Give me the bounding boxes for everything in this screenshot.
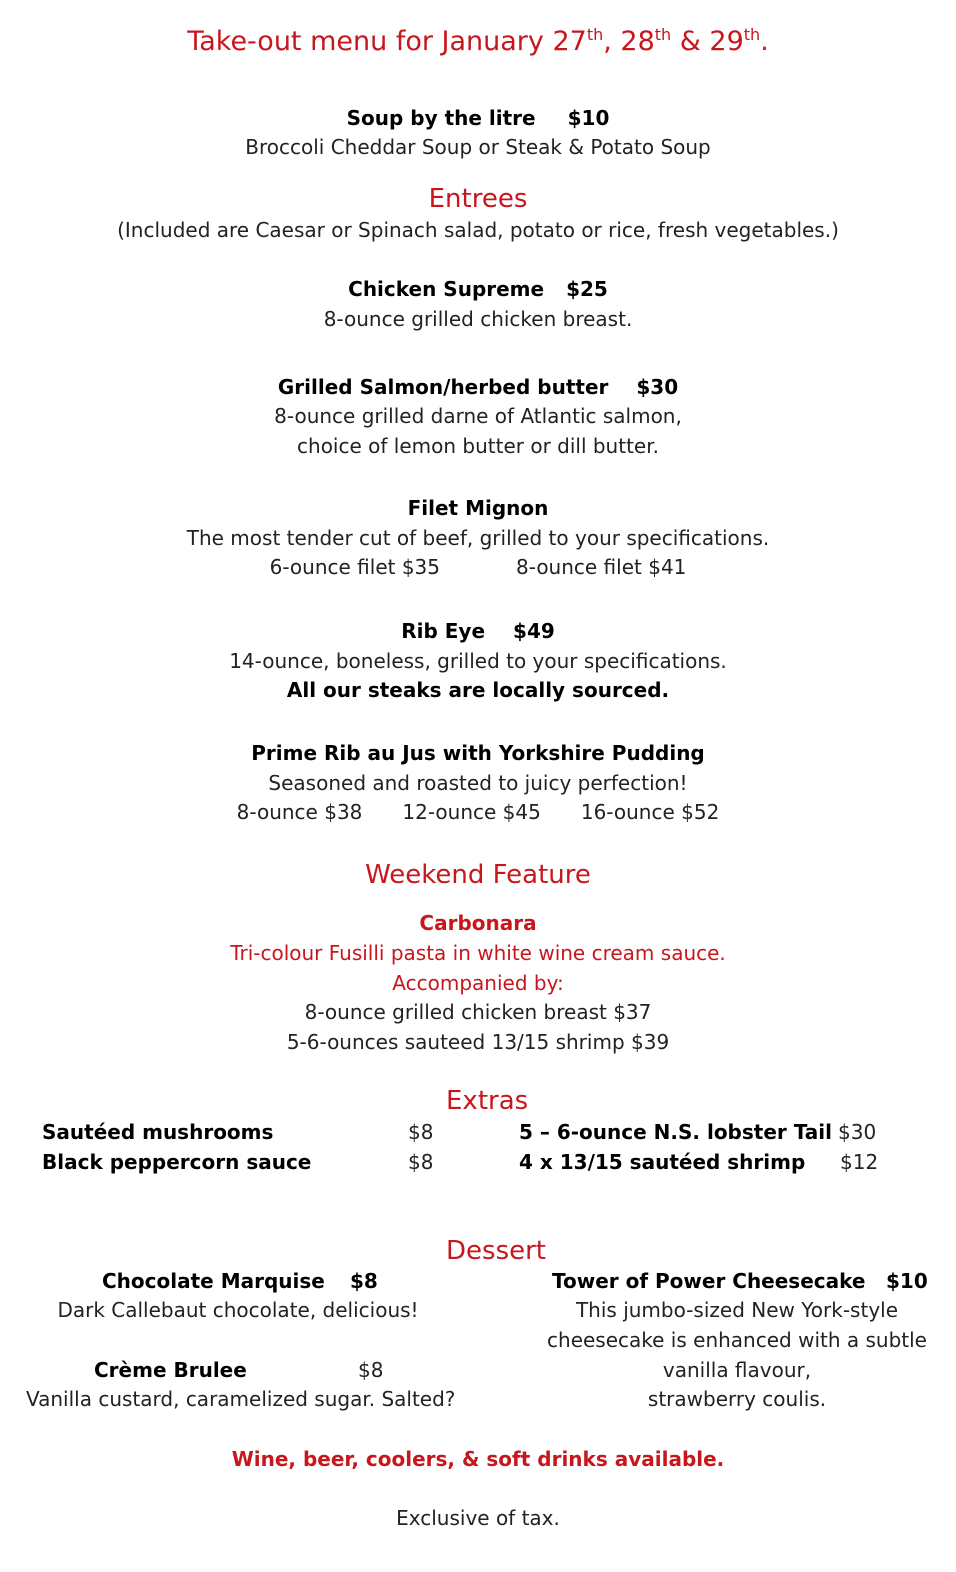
ribeye-heading: Rib Eye $49 [401,619,555,643]
marquise-description: Dark Callebaut chocolate, delicious! [57,1298,419,1322]
salmon-heading: Grilled Salmon/herbed butter $30 [277,375,679,399]
extra-item-price: $30 [838,1120,877,1144]
filet-description: The most tender cut of beef, grilled to your specifications. [186,526,770,550]
filet-options: 6-ounce filet $35 8-ounce filet $41 [269,555,687,579]
extra-item-name: 4 x 13/15 sautéed shrimp [519,1150,806,1174]
brulee-description: Vanilla custard, caramelized sugar. Salted? [26,1387,456,1411]
cheesecake-price: $10 [886,1269,928,1293]
cheesecake-description-4: strawberry coulis. [647,1387,827,1411]
extra-item-name: Black peppercorn sauce [42,1150,312,1174]
extras-heading: Extras [446,1086,529,1116]
feature-description: Tri-colour Fusilli pasta in white wine cream sauce. [230,941,726,965]
marquise-price: $8 [350,1269,378,1293]
brulee-name: Crème Brulee [94,1358,247,1382]
chicken-supreme-heading: Chicken Supreme $25 [348,277,608,301]
cheesecake-description-2: cheesecake is enhanced with a subtle [547,1328,927,1352]
dessert-heading: Dessert [446,1236,546,1266]
soup-description: Broccoli Cheddar Soup or Steak & Potato Soup [245,135,711,159]
extra-item-price: $12 [840,1150,879,1174]
feature-accompanied: Accompanied by: [392,971,564,995]
feature-option-shrimp: 5-6-ounces sauteed 13/15 shrimp $39 [286,1030,670,1054]
primerib-description: Seasoned and roasted to juicy perfection! [268,771,688,795]
tax-note: Exclusive of tax. [396,1506,560,1530]
marquise-name: Chocolate Marquise [102,1269,325,1293]
salmon-description-1: 8-ounce grilled darne of Atlantic salmon, [274,404,682,428]
soup-heading: Soup by the litre $10 [346,106,610,130]
feature-option-chicken: 8-ounce grilled chicken breast $37 [304,1000,652,1024]
chicken-supreme-description: 8-ounce grilled chicken breast. [323,307,633,331]
extra-item-price: $8 [408,1120,434,1144]
entrees-heading: Entrees [428,184,528,214]
salmon-description-2: choice of lemon butter or dill butter. [297,434,659,458]
steaks-note: All our steaks are locally sourced. [286,678,670,702]
entrees-note: (Included are Caesar or Spinach salad, potato or rice, fresh vegetables.) [117,218,839,242]
drinks-note: Wine, beer, coolers, & soft drinks available. [231,1447,725,1471]
weekend-feature-heading: Weekend Feature [365,860,591,890]
menu-title: Take-out menu for January 27th, 28th & 29th. [187,25,769,57]
cheesecake-description-3: vanilla flavour, [662,1358,812,1382]
brulee-price: $8 [358,1358,384,1382]
primerib-options: 8-ounce $38 12-ounce $45 16-ounce $52 [236,800,720,824]
filet-heading: Filet Mignon [407,496,549,520]
feature-name: Carbonara [419,911,537,935]
extra-item-price: $8 [408,1150,434,1174]
extra-item-name: 5 – 6-ounce N.S. lobster Tail [519,1120,832,1144]
extra-item-name: Sautéed mushrooms [42,1120,274,1144]
cheesecake-description-1: This jumbo-sized New York-style [575,1298,899,1322]
primerib-heading: Prime Rib au Jus with Yorkshire Pudding [251,741,705,765]
ribeye-description: 14-ounce, boneless, grilled to your specifications. [229,649,727,673]
cheesecake-name: Tower of Power Cheesecake [552,1269,866,1293]
